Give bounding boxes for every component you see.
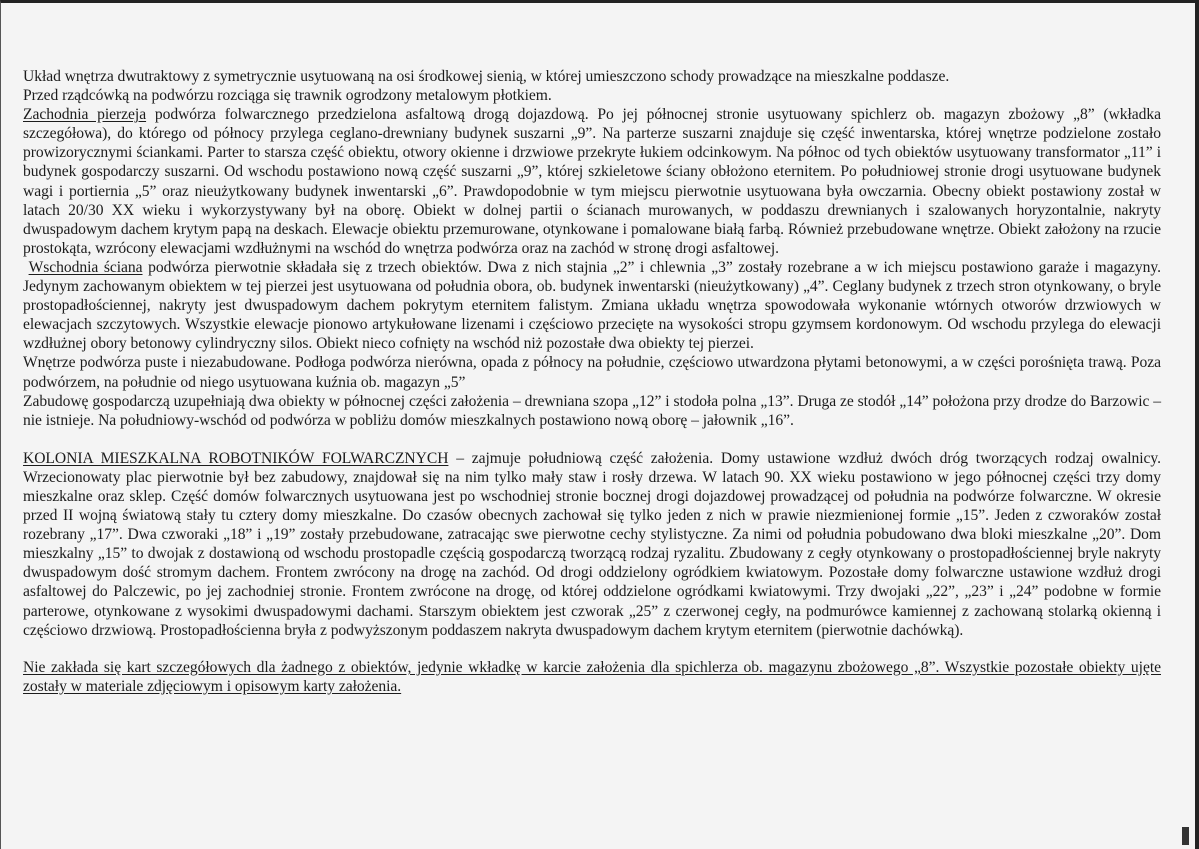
paragraph-farm-buildings: Zabudowę gospodarczą uzupełniają dwa obiekty w północnej części założenia – drewniana szopa „12” i stodoła polna „13”. Druga ze stodół „14” położona przy drodze do Barzowic – nie istnieje. Na południowy-wschód od podwórza w pobliżu domów mieszkalnych postawiono nową oborę – jałownik „16”. xyxy=(23,392,1161,429)
heading-west-frontage: Zachodnia pierzeja xyxy=(23,106,147,124)
text-east-wall: podwórza pierwotnie składała się z trzech obiektów. Dwa z nich stajnia „2” i chlewnia „3” zostały rozebrane a w ich miejscu postawiono garaże i magazyny. Jedynym zachowanym obiektem w tej pierzei jest usytuowana od południa obora, ob. budynek inwentarski (nieużytkowany) „4”. Ceglany budynek z trzech stron otynkowany, o bryle prostopadłościennej, nakryty jest dwuspadowym dachem pokrytym eternitem falistym. Zmiana układu wnętrza spowodowała wykonanie wtórnych otworów drzwiowych w elewacjach szczytowych. Wszystkie elewacje pionowo artykułowane lizenami i częściowo przecięte na wysokości stropu gzymsem kordonowym. Od wschodu przylega do elewacji wzdłużnej obory betonowy cylindryczny silos. Obiekt nieco cofnięty na wschód niż pozostałe dwa obiekty tej pierzei. xyxy=(23,258,1161,353)
paragraph-courtyard: Wnętrze podwórza puste i niezabudowane. Podłoga podwórza nierówna, opada z północy na południe, częściowo utwardzona płytami betonowymi, a w części porośnięta trawą. Poza podwórzem, na południe od niego usytuowana kuźnia ob. magazyn „5” xyxy=(23,354,1161,391)
scan-edge-mark xyxy=(1182,827,1189,845)
paragraph-layout: Układ wnętrza dwutraktowy z symetrycznie usytuowaną na osi środkowej sienią, w której umieszczono schody prowadzące na mieszkalne poddasze. xyxy=(23,68,950,85)
heading-workers-colony: KOLONIA MIESZKALNA ROBOTNIKÓW FOLWARCZNYCH xyxy=(23,449,449,467)
paragraph-lawn: Przed rządcówką na podwórzu rozciąga się trawnik ogrodzony metalowym płotkiem. xyxy=(23,87,552,105)
text-west-frontage: podwórza folwarcznego przedzielona asfaltową drogą dojazdową. Po jej północnej stronie usytuowany spichlerz ob. magazyn zbożowy „8” (wkładka szczegółowa), do którego od północy przylega ceglano-drewniany budynek suszarni „9”. Na parterze suszarni znajduje się część inwentarska, której wnętrze podzielone zostało prowizorycznymi ściankami. Parter to starsza część obiektu, otwory okienne i drzwiowe przekryte łukiem odcinkowym. Na północ od tych obiektów usytuowany transformator „11” i budynek gospodarczy suszarni. Od wschodu postawiono nową część suszarni „9”, której szkieletowe ściany obłożono eternitem. Po południowej stronie drogi usytuowane budynek wagi i portiernia „5” oraz nieużytkowany budynek inwentarski „6”. Prawdopodobnie w tym miejscu pierwotnie usytuowana była owczarnia. Obecny obiekt postawiony został w latach 20/30 XX wieku i wykorzystywany był na oborę. Obiekt w dolnej partii o ścianach murowanych, w poddaszu drewnianych i szalowanych horyzontalnie, nakryty dwuspadowym dachem krytym papą na deskach. Elewacje obiektu przemurowane, otynkowane i pomalowane białą farbą. Również przebudowane wnętrze. Obiekt założony na rzucie prostokąta, wzrócony elewacjami wzdłużnymi na wschód do wnętrza podwórza oraz na zachód w stronę drogi asfaltowej. xyxy=(23,106,1161,257)
paragraph-closing-note: Nie zakłada się kart szczegółowych dla żadnego z obiektów, jedynie wkładkę w karcie założenia dla spichlerza ob. magazynu zbożowego „8”. Wszystkie pozostałe obiekty ujęte zostały w materiale zdjęciowym i opisowym karty założenia. xyxy=(23,658,1161,695)
paragraph-workers-colony xyxy=(23,449,1161,640)
paragraph-west-frontage xyxy=(23,105,1161,258)
spacer xyxy=(23,640,1161,658)
paragraph-east-wall xyxy=(23,258,1161,353)
document-body xyxy=(23,67,1161,696)
text-workers-colony: – zajmuje południową część założenia. Domy ustawione wzdłuż dwóch dróg tworzących rodzaj owalnicy. Wrzecionowaty plac pierwotnie był bez zabudowy, znajdował się na nim tylko mały staw i rosły drzewa. W latach 90. XX wieku postawiono w jego północnej części trzy domy mieszkalne oraz sklep. Część domów folwarcznych usytuowana jest po wschodniej stronie bocznej drogi dojazdowej prowadzącej od południa na podwórze folwarczne. W okresie przed II wojną światową stały tu cztery domy mieszkalne. Do czasów obecnych zachował się tylko jeden z nich w prawie niezmienionej formie „15”. Jeden z czworaków został rozebrany „17”. Dwa czworaki „18” i „19” zostały przebudowane, zatracając swe pierwotne cechy stylistyczne. Za nimi od południa pobudowano dwa bloki mieszkalne „20”. Dom mieszkalny „15” to dwojak z dostawioną od wschodu prostopadle częścią gospodarczą tworzącą rodzaj ryzalitu. Zbudowany z cegły otynkowany o prostopadłościennej bryle nakryty dwuspadowym dość stromym dachem. Frontem zwrócony na drogę na zachód. Od drogi oddzielony ogródkiem kwiatowym. Pozostałe domy folwarczne ustawione wzdłuż drogi asfaltowej do Palczewic, po jej zachodniej stronie. Frontem zwrócone na drogę, od której oddzielone ogródkami kwiatowymi. Trzy dwojaki „22”, „23” i „24” podobne w formie parterowe, otynkowane z wysokimi dwuspadowymi dachami. Starszym obiektem jest czworak „25” z czerwonej cegły, na podmurówce kamiennej z zachowaną stolarką okienną i częściowo drzwiową. Prostopadłościenna bryła z podwyższonym poddaszem nakryta dwuspadowym dachem krytym eternitem (pierwotnie dachówką). xyxy=(23,449,1162,639)
spacer xyxy=(23,430,1161,449)
heading-east-wall: Wschodnia ściana xyxy=(28,258,143,276)
